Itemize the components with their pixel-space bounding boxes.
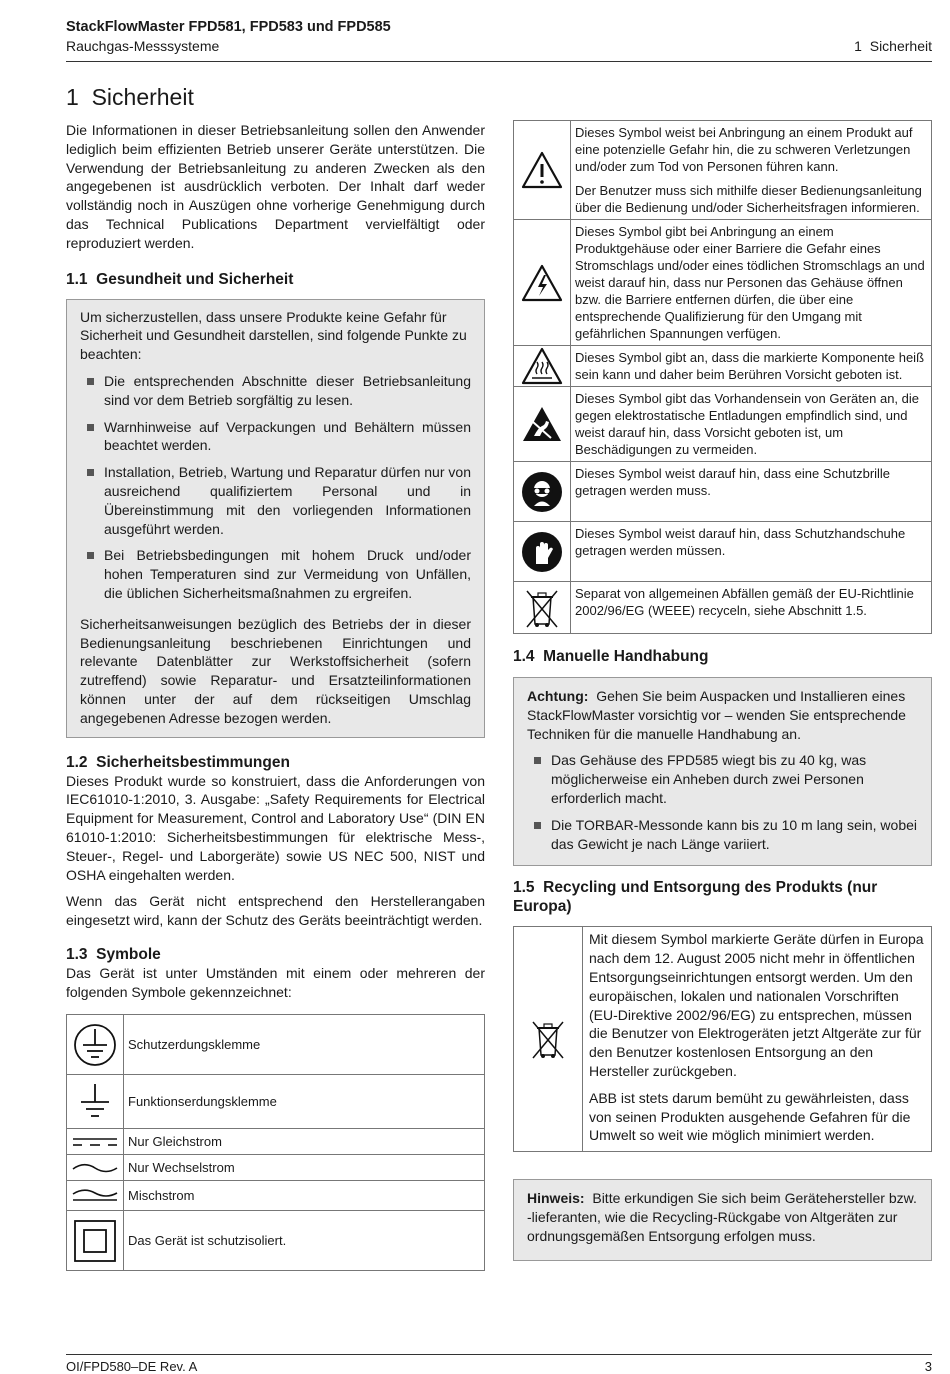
section-1-3-heading: 1.3 Symbole: [66, 945, 161, 963]
table-row: [514, 387, 932, 462]
left-column: [66, 80, 485, 1271]
caution-box: [513, 677, 932, 866]
section-1-2-heading: 1.2 Sicherheitsbestimmungen: [66, 753, 290, 771]
warning-triangle-icon: [514, 121, 571, 220]
symbol-label: Schutzerdungsklemme: [124, 1015, 485, 1075]
symbol-label: Nur Wechselstrom: [124, 1155, 485, 1181]
symbol-label: Funktionserdungsklemme: [124, 1075, 485, 1129]
hot-surface-icon: [514, 346, 571, 387]
warning-text: Dieses Symbol gibt bei Anbringung an einem Produktgehäuse oder einer Barriere die Gefahr eines Stromschlags und/oder eines tödlichen Stromschlags an und weist darauf hin, dass nur Personen das Gehäuse öffnen bzw. die Barriere entfernen dürfen, die über eine entsprechende Qualifizierung für den Umgang mit gefährlichen Spannungen verfügen.: [571, 220, 932, 346]
section-1-2-p1: Dieses Produkt wurde so konstruiert, dass die Anforderungen von IEC61010-1:2010, 3. Ausgabe: „Safety Requirements for Electrical Equipment for Measurement, Control and Laboratory Use“ (DIN EN 61010-1:2010: Sicherheitsbestimmungen für elektrische Mess-, Steuer-, Regel- und Laborgeräte) sowie US NEC 500, NIST und OSHA eingehalten werden.: [66, 772, 485, 883]
footer-doc-id: OI/FPD580–DE Rev. A: [66, 1359, 198, 1374]
ac-icon: [67, 1155, 124, 1181]
table-row: [67, 1211, 485, 1271]
electric-shock-icon: [514, 220, 571, 346]
esd-icon: [514, 387, 571, 462]
ac-dc-icon: [67, 1181, 124, 1211]
table-row: [67, 1129, 485, 1155]
section-1-1-heading: 1.1 Gesundheit und Sicherheit: [66, 270, 294, 288]
warning-symbol-table: [513, 120, 932, 634]
symbol-label: Das Gerät ist schutzisoliert.: [124, 1211, 485, 1271]
table-row: [514, 582, 932, 634]
page-footer: [66, 1359, 932, 1374]
weee-bin-icon: [514, 927, 583, 1152]
symbol-label: Nur Gleichstrom: [124, 1129, 485, 1155]
section-1-4-heading: 1.4 Manuelle Handhabung: [513, 648, 709, 665]
note-text: Hinweis: Bitte erkundigen Sie sich beim Gerätehersteller bzw. -lieferanten, wie die Recycling-Rückgabe von Altgeräten zur ordnungsgemäßen Entsorgung erfolgen muss.: [527, 1190, 917, 1244]
table-row: [67, 1075, 485, 1129]
list-item: Das Gehäuse des FPD585 wiegt bis zu 40 kg, was möglicherweise ein Anheben durch zwei Personen erforderlich macht.: [527, 751, 918, 807]
header-divider: [66, 61, 932, 62]
table-row: [67, 1155, 485, 1181]
health-safety-box: [66, 299, 485, 738]
header-subtitle: Rauchgas-Messsysteme: [66, 38, 220, 54]
table-row: [514, 462, 932, 522]
footer-divider: [66, 1354, 932, 1355]
section-1-2-p2: Wenn das Gerät nicht entsprechend den Herstellerangaben eingesetzt wird, kann der Schutz des Geräts beeinträchtigt werden.: [66, 893, 485, 929]
table-row: [514, 220, 932, 346]
note-box: [513, 1179, 932, 1260]
weee-bin-icon: [514, 582, 571, 634]
table-row: [514, 346, 932, 387]
table-row: [514, 522, 932, 582]
list-item: Die entsprechenden Abschnitte dieser Betriebsanleitung sind vor dem Betrieb sorgfältig zu lesen.: [80, 372, 471, 410]
page-number: 3: [924, 1359, 932, 1374]
table-row: [514, 927, 932, 1152]
warning-text: Dieses Symbol gibt an, dass die markierte Komponente heiß sein kann und daher beim Berühren Vorsicht geboten ist.: [571, 346, 932, 387]
list-item: Warnhinweise auf Verpackungen und Behältern müssen beachtet werden.: [80, 418, 471, 456]
list-item: Die TORBAR-Messonde kann bis zu 10 m lang sein, wobei das Gewicht je nach Länge variiert.: [527, 816, 918, 854]
warning-text: Dieses Symbol weist darauf hin, dass Schutzhandschuhe getragen werden müssen.: [571, 522, 932, 582]
health-safety-intro: Um sicherzustellen, dass unsere Produkte keine Gefahr für Sicherheit und Gesundheit darstellen, sind folgende Punkte zu beachten:: [80, 308, 467, 363]
warning-text: Dieses Symbol weist bei Anbringung an einem Produkt auf eine potenzielle Gefahr hin, die zu schweren Verletzungen und/oder zum Tod von Personen führen kann.: [575, 125, 913, 174]
header-section: 1 Sicherheit: [854, 38, 932, 54]
safety-goggles-icon: [514, 462, 571, 522]
double-insulation-icon: [67, 1211, 124, 1271]
symbol-table: [66, 1014, 485, 1271]
protective-earth-icon: [67, 1015, 124, 1075]
section-1-intro: Die Informationen in dieser Betriebsanleitung sollen den Anwender lediglich beim effizienten Betrieb unserer Geräte unterstützen. Die Verwendung der Betriebsanleitung zu anderen Zwecken als den angegebenen ist ausdrücklich verboten. Der Inhalt darf weder vollständig noch in Auszügen ohne vorherige Genehmigung durch das Technical Publications Department vervielfältigt oder reproduziert werden.: [66, 122, 485, 251]
recycling-p2: ABB ist stets darum bemüht zu gewährleisten, dass von seinen Produkten ausgehende Gefahren für die Umwelt so weit wie möglich minimiert werden.: [589, 1089, 911, 1144]
dc-icon: [67, 1129, 124, 1155]
warning-text: Der Benutzer muss sich mithilfe dieser Bedienungsanleitung über die Bedienung und/oder Sicherheitsfragen informieren.: [575, 183, 922, 215]
section-1-5-heading: 1.5 Recycling und Entsorgung des Produkts (nur Europa): [513, 879, 882, 916]
list-item: Bei Betriebsbedingungen mit hohem Druck und/oder hohen Temperaturen sind zur Vermeidung von Unfällen, die üblichen Sicherheitsmaßnahmen zu ergreifen.: [80, 546, 471, 602]
functional-earth-icon: [67, 1075, 124, 1129]
section-1-heading: 1 Sicherheit: [66, 84, 194, 110]
table-row: [67, 1015, 485, 1075]
recycling-table: [513, 926, 932, 1152]
warning-text: Dieses Symbol weist darauf hin, dass eine Schutzbrille getragen werden muss.: [571, 462, 932, 522]
caution-text: Achtung: Gehen Sie beim Auspacken und Installieren eines StackFlowMaster vorsichtig vor – wenden Sie entsprechende Techniken für die manuelle Handhabung an.: [527, 688, 906, 742]
header-title: StackFlowMaster FPD581, FPD583 und FPD585: [66, 19, 391, 35]
health-safety-outro: Sicherheitsanweisungen bezüglich des Betriebs der in dieser Bedienungsanleitung beschriebenen Einrichtungen und relevante Datenblätter zur Werkstoffsicherheit (sofern zutreffend) sowie Reparatur- und Ersatzteilinformationen können unter der auf dem rückseitigen Umschlag angegebenen Adresse bezogen werden.: [80, 615, 471, 726]
table-row: [67, 1181, 485, 1211]
table-row: [514, 121, 932, 220]
symbol-label: Mischstrom: [124, 1181, 485, 1211]
caution-label: Achtung:: [527, 688, 589, 704]
list-item: Installation, Betrieb, Wartung und Reparatur dürfen nur von ausreichend qualifiziertem Personal und in Übereinstimmung mit den vorliegenden Informationen ausgeführt werden.: [80, 463, 471, 538]
warning-text: Separat von allgemeinen Abfällen gemäß der EU-Richtlinie 2002/96/EG (WEEE) recyceln, siehe Abschnitt 1.5.: [571, 582, 932, 634]
warning-text: Dieses Symbol gibt das Vorhandensein von Geräten an, die gegen elektrostatische Entladungen empfindlich sind, und weist darauf hin, dass Vorsicht geboten ist, um Beschädigungen zu vermeiden.: [571, 387, 932, 462]
note-label: Hinweis:: [527, 1190, 585, 1207]
recycling-p1: Mit diesem Symbol markierte Geräte dürfen in Europa nach dem 12. August 2005 nicht mehr in öffentlichen Entsorgungseinrichtungen entsorgt werden. Um den europäischen, lokalen und nationalen Vorschriften (EU-Direktive 2002/96/EG) zu entsprechen, müssen die Benutzer von Elektrogeräten jetzt Altgeräte zur für den Benutzer kostenlosen Entsorgung an den Hersteller zurückgeben.: [589, 931, 924, 1079]
page-header: [66, 18, 932, 56]
right-column: [513, 120, 932, 1261]
section-1-3-intro: Das Gerät ist unter Umständen mit einem oder mehreren der folgenden Symbole gekennzeichnet:: [66, 964, 485, 1000]
safety-gloves-icon: [514, 522, 571, 582]
